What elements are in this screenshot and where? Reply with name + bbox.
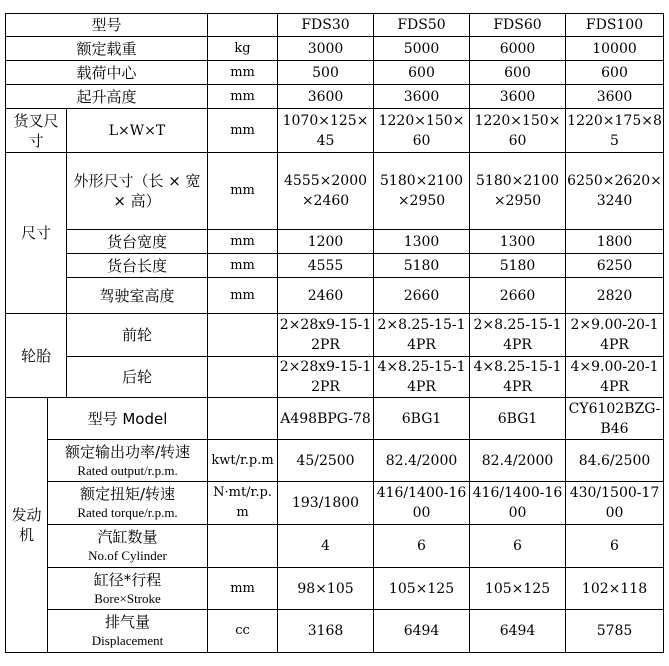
unit-cell: mm xyxy=(208,85,278,109)
table-row xyxy=(6,398,664,440)
value-cell: 84.6/2500 xyxy=(566,440,664,482)
table-row xyxy=(6,568,664,610)
value-cell: 5180×2100×2950 xyxy=(374,153,470,230)
value-cell: 4555 xyxy=(278,254,374,278)
row-label: 后轮 xyxy=(67,357,208,398)
row-label-zh: 汽缸数量 xyxy=(97,528,158,546)
value-cell: 2×8.25-15-14PR xyxy=(470,314,566,357)
unit-cell xyxy=(208,398,278,440)
unit-cell xyxy=(208,525,278,568)
table-row xyxy=(6,85,664,109)
value-cell: 45/2500 xyxy=(278,440,374,482)
unit-cell: mm xyxy=(208,109,278,153)
value-cell: 5180 xyxy=(470,254,566,278)
table-row xyxy=(6,37,664,61)
value-cell: 1220×150×60 xyxy=(374,109,470,153)
value-cell: 2×9.00-20-14PR xyxy=(566,314,664,357)
row-label: 驾驶室高度 xyxy=(67,278,208,314)
value-cell: 1220×175×85 xyxy=(566,109,664,153)
value-cell: 5000 xyxy=(374,37,470,61)
value-cell: 5180×2100×2950 xyxy=(470,153,566,230)
value-cell: 3600 xyxy=(374,85,470,109)
value-cell: 3600 xyxy=(566,85,664,109)
value-cell: 500 xyxy=(278,61,374,85)
unit-cell xyxy=(208,357,278,398)
value-cell: 3000 xyxy=(278,37,374,61)
value-cell: 2460 xyxy=(278,278,374,314)
value-cell: 1300 xyxy=(470,230,566,254)
unit-cell: mm xyxy=(208,278,278,314)
row-label xyxy=(48,525,208,568)
row-label-en: Bore×Stroke xyxy=(94,590,161,606)
value-cell: 6250×2620×3240 xyxy=(566,153,664,230)
value-cell: 416/1400-1600 xyxy=(374,482,470,525)
value-cell: 2660 xyxy=(374,278,470,314)
row-label xyxy=(48,568,208,610)
value-cell: A498BPG-78 xyxy=(278,398,374,440)
row-label: 外形尺寸（长 × 宽 × 高） xyxy=(67,153,208,230)
row-label-zh: 额定扭矩/转速 xyxy=(79,485,176,503)
row-label-en: Rated torque/r.p.m. xyxy=(77,505,178,520)
value-cell: 4555×2000×2460 xyxy=(278,153,374,230)
unit-cell: mm xyxy=(208,230,278,254)
value-cell: 3168 xyxy=(278,610,374,653)
value-cell: 6494 xyxy=(470,610,566,653)
value-cell: 416/1400-1600 xyxy=(470,482,566,525)
fork-size-group-label: 货叉尺寸 xyxy=(6,109,67,153)
row-label-zh: 缸径*行程 xyxy=(93,570,162,589)
model-col-1: FDS30 xyxy=(278,14,374,37)
row-label xyxy=(48,440,208,482)
value-cell: 6BG1 xyxy=(470,398,566,440)
value-cell: 4×8.25-15-14PR xyxy=(470,357,566,398)
value-cell: 4×9.00-20-14PR xyxy=(566,357,664,398)
value-cell: 6BG1 xyxy=(374,398,470,440)
value-cell: 6494 xyxy=(374,610,470,653)
model-col-4: FDS100 xyxy=(566,14,664,37)
table-row xyxy=(6,610,664,653)
value-cell: 2×28x9-15-12PR xyxy=(278,357,374,398)
row-label-en: No.of Cylinder xyxy=(88,548,167,563)
row-label: 前轮 xyxy=(67,314,208,357)
unit-cell: mm xyxy=(208,61,278,85)
value-cell: 98×105 xyxy=(278,568,374,610)
header-row xyxy=(6,14,664,37)
value-cell: 2660 xyxy=(470,278,566,314)
value-cell: 6 xyxy=(374,525,470,568)
value-cell: 6 xyxy=(566,525,664,568)
table-row xyxy=(6,357,664,398)
value-cell: 2×8.25-15-14PR xyxy=(374,314,470,357)
unit-cell: mm xyxy=(208,254,278,278)
row-label: 货台长度 xyxy=(67,254,208,278)
unit-cell: N·mt/r.p.m xyxy=(208,482,278,525)
table-row xyxy=(6,61,664,85)
value-cell: 6 xyxy=(470,525,566,568)
value-cell: 4×8.25-15-14PR xyxy=(374,357,470,398)
row-label-en: Rated output/r.p.m. xyxy=(77,462,178,478)
value-cell: 82.4/2000 xyxy=(374,440,470,482)
table-row xyxy=(6,278,664,314)
row-label xyxy=(48,610,208,653)
value-cell: CY6102BZG-B46 xyxy=(566,398,664,440)
value-cell: 1800 xyxy=(566,230,664,254)
row-label: L×W×T xyxy=(67,109,208,153)
table-row xyxy=(6,109,664,153)
row-label: 起升高度 xyxy=(6,85,208,109)
unit-cell: kg xyxy=(208,37,278,61)
spec-table xyxy=(5,13,664,653)
value-cell: 6250 xyxy=(566,254,664,278)
table-row xyxy=(6,482,664,525)
row-label-en: Displacement xyxy=(91,633,164,648)
row-label: 额定载重 xyxy=(6,37,208,61)
table-row xyxy=(6,254,664,278)
value-cell: 3600 xyxy=(278,85,374,109)
engine-group-label: 发动机 xyxy=(6,398,48,653)
row-label xyxy=(48,482,208,525)
value-cell: 1200 xyxy=(278,230,374,254)
dimensions-group-label: 尺寸 xyxy=(6,153,67,314)
value-cell: 6000 xyxy=(470,37,566,61)
value-cell: 2×28x9-15-12PR xyxy=(278,314,374,357)
model-col-2: FDS50 xyxy=(374,14,470,37)
value-cell: 600 xyxy=(566,61,664,85)
table-row xyxy=(6,525,664,568)
value-cell: 105×125 xyxy=(470,568,566,610)
value-cell: 1070×125×45 xyxy=(278,109,374,153)
unit-cell: kwt/r.p.m xyxy=(208,440,278,482)
value-cell: 2820 xyxy=(566,278,664,314)
value-cell: 600 xyxy=(374,61,470,85)
table-row xyxy=(6,314,664,357)
value-cell: 600 xyxy=(470,61,566,85)
unit-cell: cc xyxy=(208,610,278,653)
value-cell: 430/1500-1700 xyxy=(566,482,664,525)
value-cell: 1220×150×60 xyxy=(470,109,566,153)
unit-header-cell xyxy=(208,14,278,37)
unit-cell: mm xyxy=(208,568,278,610)
table-row xyxy=(6,153,664,230)
model-header-label: 型号 xyxy=(6,14,208,37)
value-cell: 3600 xyxy=(470,85,566,109)
value-cell: 1300 xyxy=(374,230,470,254)
row-label: 型号 Model xyxy=(48,398,208,440)
value-cell: 105×125 xyxy=(374,568,470,610)
value-cell: 4 xyxy=(278,525,374,568)
value-cell: 193/1800 xyxy=(278,482,374,525)
row-label-zh: 额定输出功率/转速 xyxy=(64,442,191,461)
row-label: 货台宽度 xyxy=(67,230,208,254)
model-col-3: FDS60 xyxy=(470,14,566,37)
value-cell: 5785 xyxy=(566,610,664,653)
value-cell: 5180 xyxy=(374,254,470,278)
value-cell: 82.4/2000 xyxy=(470,440,566,482)
unit-cell: mm xyxy=(208,153,278,230)
table-row xyxy=(6,230,664,254)
tires-group-label: 轮胎 xyxy=(6,314,67,398)
table-row xyxy=(6,440,664,482)
unit-cell xyxy=(208,314,278,357)
row-label-zh: 排气量 xyxy=(105,613,151,631)
value-cell: 102×118 xyxy=(566,568,664,610)
value-cell: 10000 xyxy=(566,37,664,61)
row-label: 载荷中心 xyxy=(6,61,208,85)
